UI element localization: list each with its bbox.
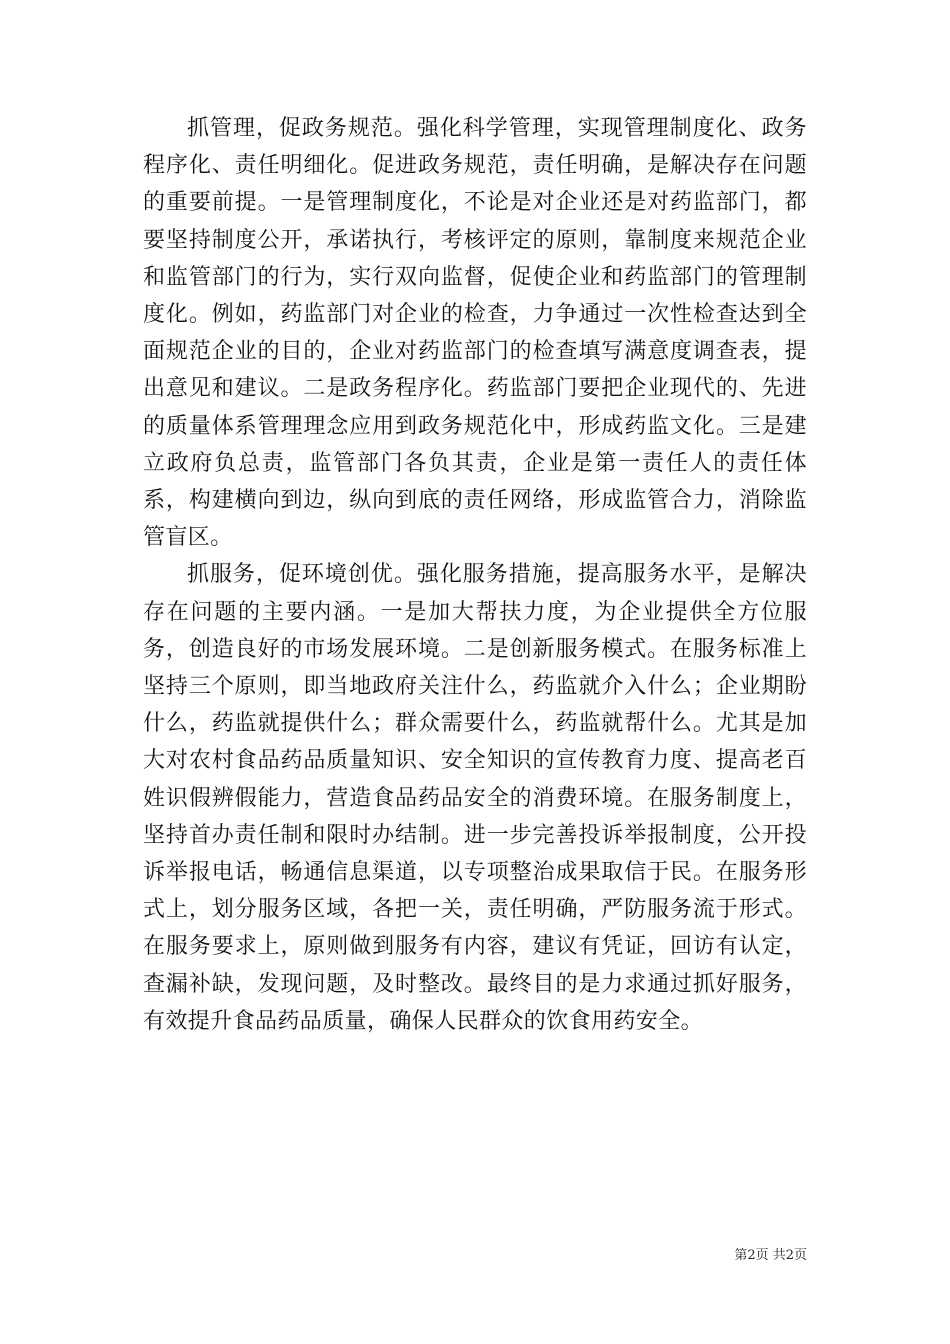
- paragraph-management: 抓管理，促政务规范。强化科学管理，实现管理制度化、政务程序化、责任明细化。促进政务规范，责任明确，是解决存在问题的重要前提。一是管理制度化，不论是对企业还是对药监部门，都要坚持制度公开，承诺执行，考核评定的原则，靠制度来规范企业和监管部门的行为，实行双向监督，促使企业和药监部门的管理制度化。例如，药监部门对企业的检查，力争通过一次性检查达到全面规范企业的目的，企业对药监部门的检查填写满意度调查表，提出意见和建议。二是政务程序化。药监部门要把企业现代的、先进的质量体系管理理念应用到政务规范化中，形成药监文化。三是建立政府负总责，监管部门各负其责，企业是第一责任人的责任体系，构建横向到边，纵向到底的责任网络，形成监管合力，消除监管盲区。: [143, 116, 807, 551]
- page-number: 第2页 共2页: [734, 1248, 807, 1263]
- document-body: [143, 110, 807, 1040]
- paragraph-service: 抓服务，促环境创优。强化服务措施，提高服务水平，是解决存在问题的主要内涵。一是加大帮扶力度，为企业提供全方位服务，创造良好的市场发展环境。二是创新服务模式。在服务标准上坚持三个原则，即当地政府关注什么，药监就介入什么；企业期盼什么，药监就提供什么；群众需要什么，药监就帮什么。尤其是加大对农村食品药品质量知识、安全知识的宣传教育力度、提高老百姓识假辨假能力，营造食品药品安全的消费环境。在服务制度上，坚持首办责任制和限时办结制。进一步完善投诉举报制度，公开投诉举报电话，畅通信息渠道，以专项整治成果取信于民。在服务形式上，划分服务区域，各把一关，责任明确，严防服务流于形式。在服务要求上，原则做到服务有内容，建议有凭证，回访有认定，查漏补缺，发现问题，及时整改。最终目的是力求通过抓好服务，有效提升食品药品质量，确保人民群众的饮食用药安全。: [143, 562, 807, 1034]
